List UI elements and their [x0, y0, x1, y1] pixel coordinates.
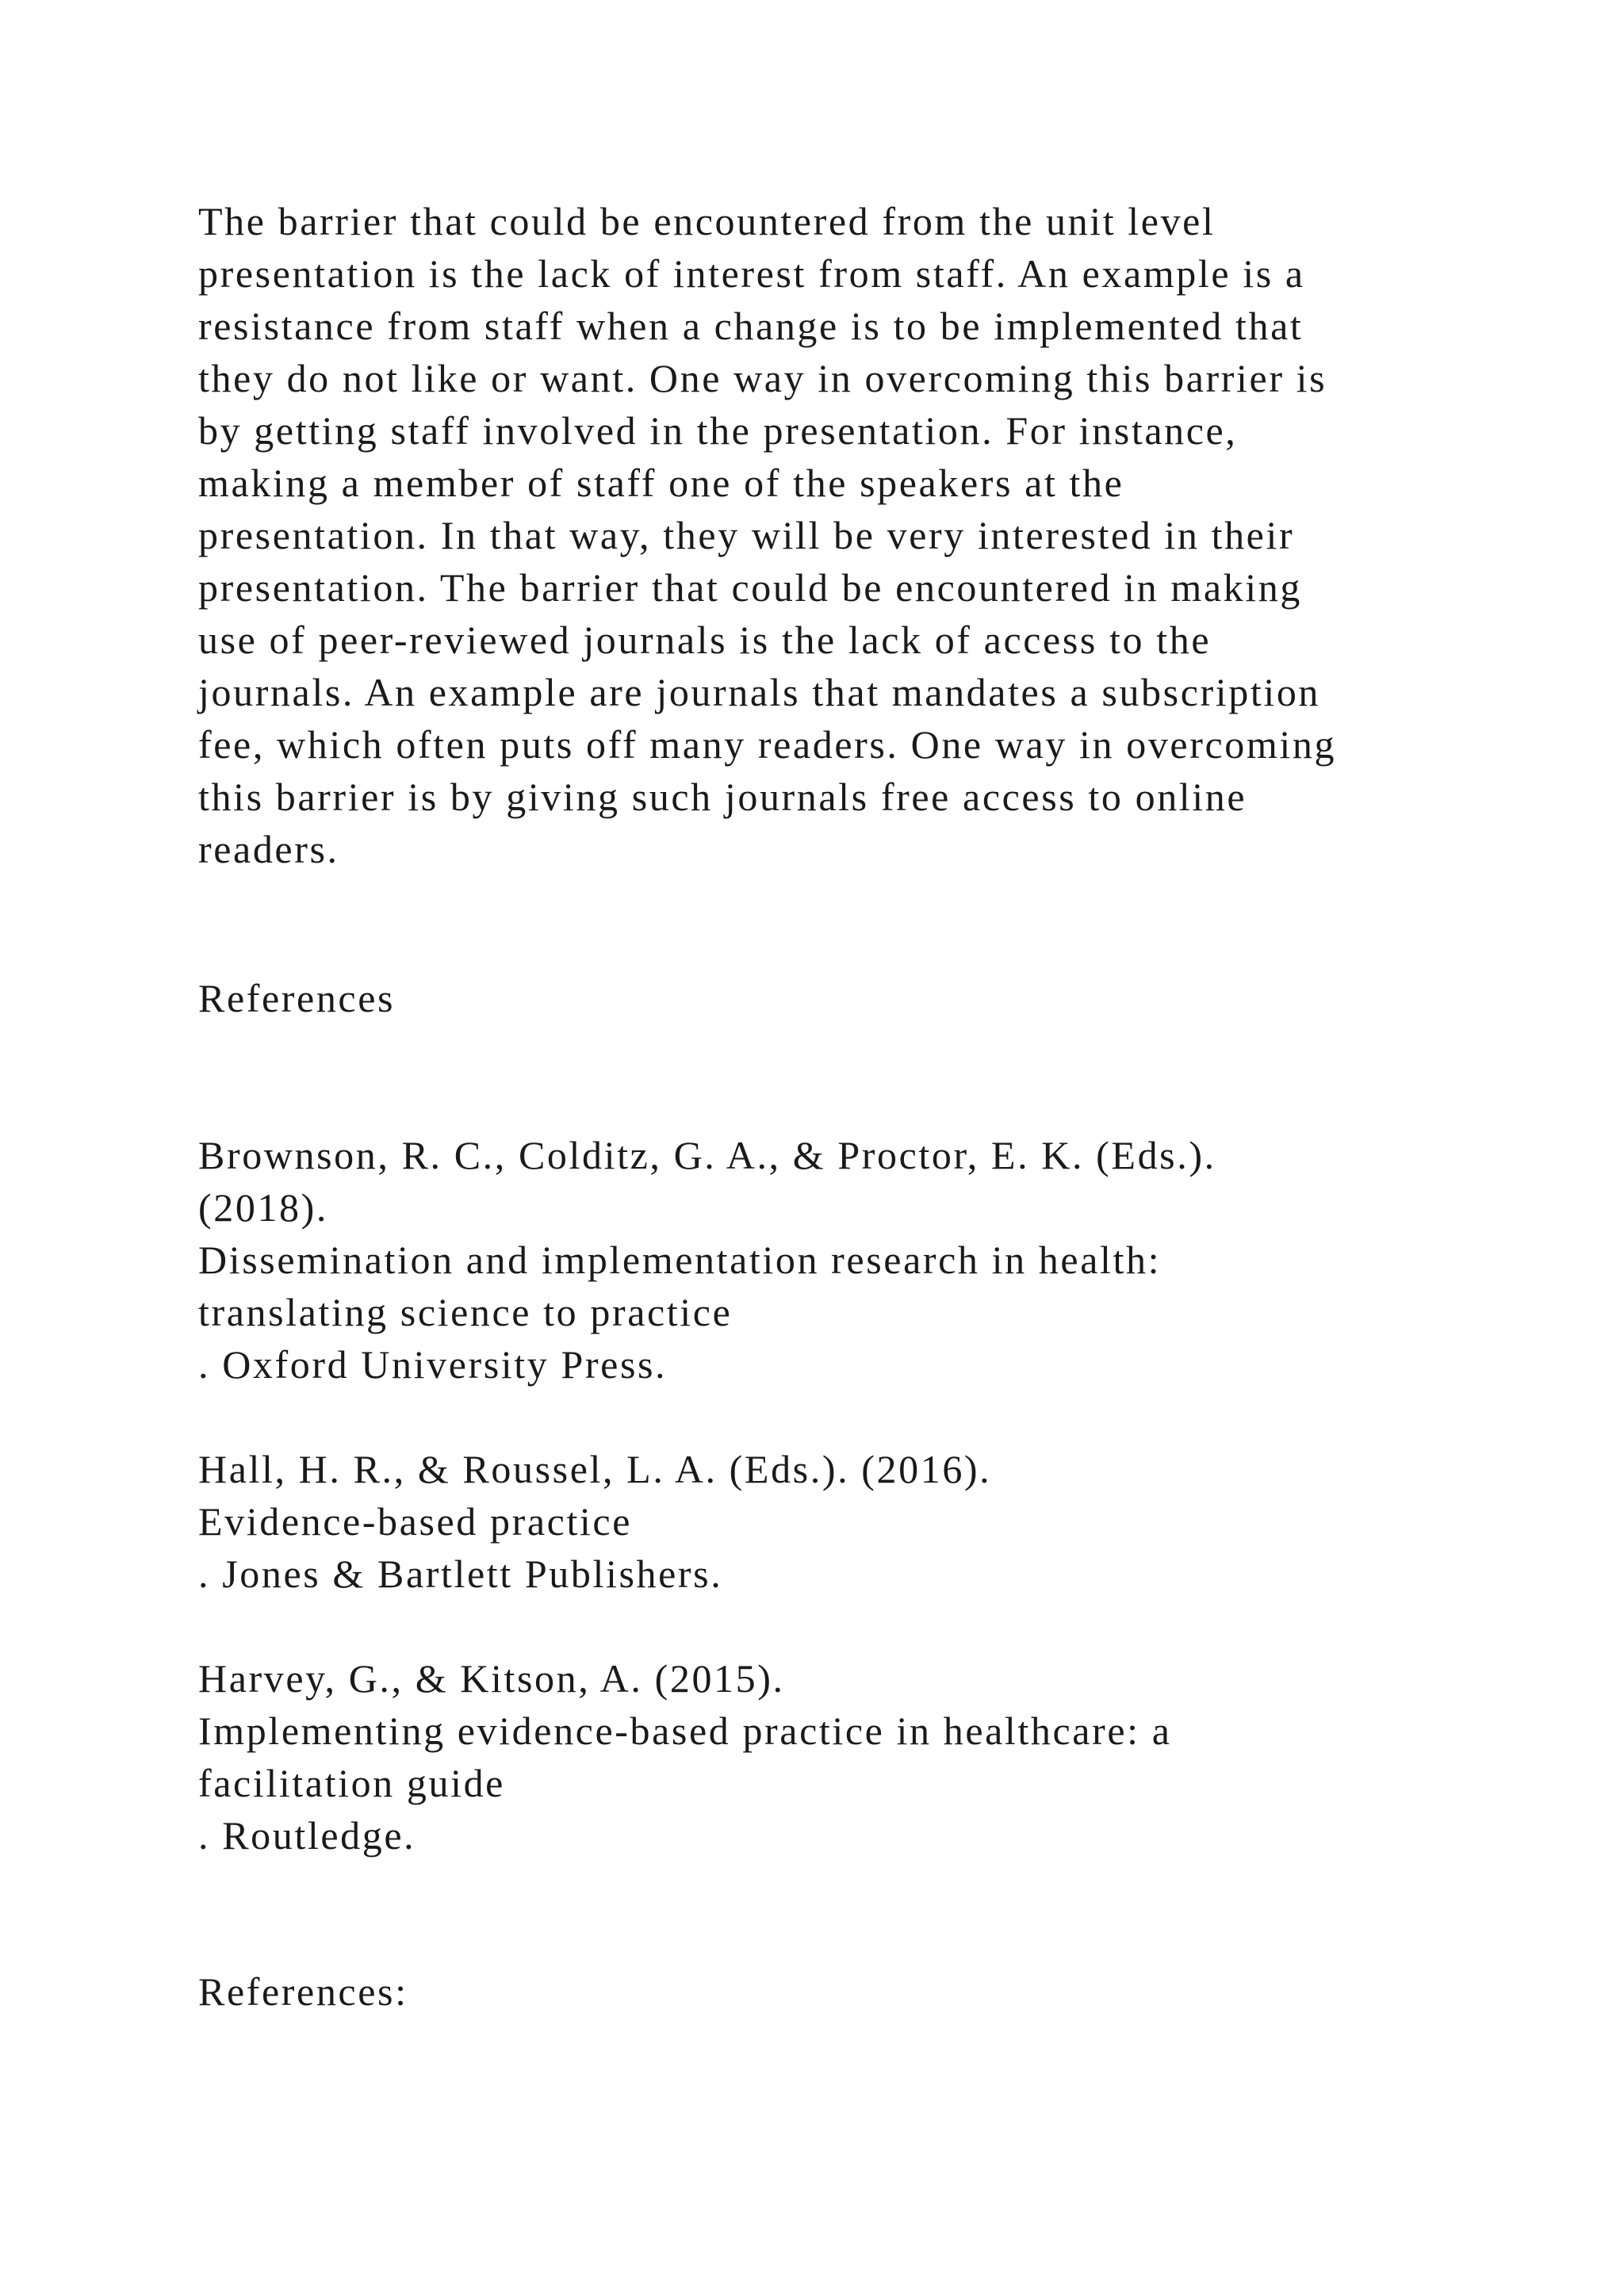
paragraph-line: they do not like or want. One way in overcoming this barrier is — [198, 356, 1327, 400]
paragraph-line: fee, which often puts off many readers. One way in overcoming — [198, 722, 1337, 767]
paragraph-line: resistance from staff when a change is to be implemented that — [198, 304, 1304, 348]
document-page — [198, 195, 1467, 2018]
reference-line: translating science to practice — [198, 1290, 733, 1334]
paragraph-line: readers. — [198, 827, 339, 871]
reference-line: Dissemination and implementation research in health: — [198, 1238, 1162, 1282]
paragraph-line: by getting staff involved in the presentation. For instance, — [198, 408, 1238, 453]
reference-line: . Routledge. — [198, 1813, 416, 1858]
reference-line: . Jones & Bartlett Publishers. — [198, 1552, 723, 1596]
paragraph-line: journals. An example are journals that mandates a subscription — [198, 670, 1321, 714]
reference-entry — [198, 1443, 1467, 1600]
reference-line: Hall, H. R., & Roussel, L. A. (Eds.). (2016). — [198, 1447, 992, 1491]
reference-line: facilitation guide — [198, 1761, 505, 1805]
references-heading-secondary: References: — [198, 1969, 408, 2014]
reference-entry — [198, 1129, 1467, 1391]
paragraph-line: presentation. In that way, they will be very interested in their — [198, 513, 1295, 557]
reference-line: Harvey, G., & Kitson, A. (2015). — [198, 1656, 785, 1701]
paragraph-line: use of peer-reviewed journals is the lack of access to the — [198, 618, 1212, 662]
paragraph-line: presentation is the lack of interest from staff. An example is a — [198, 251, 1305, 296]
reference-entry — [198, 1652, 1467, 1862]
reference-line: Brownson, R. C., Colditz, G. A., & Proctor, E. K. (Eds.). — [198, 1133, 1216, 1177]
reference-line: (2018). — [198, 1185, 329, 1230]
body-paragraph — [198, 195, 1467, 875]
paragraph-line: this barrier is by giving such journals free access to online — [198, 775, 1247, 819]
paragraph-line: making a member of staff one of the speakers at the — [198, 461, 1124, 505]
paragraph-line: presentation. The barrier that could be encountered in making — [198, 565, 1302, 610]
reference-line: . Oxford University Press. — [198, 1342, 668, 1387]
reference-list — [198, 1129, 1467, 1862]
references-heading: References — [198, 976, 396, 1020]
paragraph-line: The barrier that could be encountered from the unit level — [198, 199, 1216, 243]
reference-line: Implementing evidence-based practice in healthcare: a — [198, 1709, 1172, 1753]
reference-line: Evidence-based practice — [198, 1499, 633, 1544]
